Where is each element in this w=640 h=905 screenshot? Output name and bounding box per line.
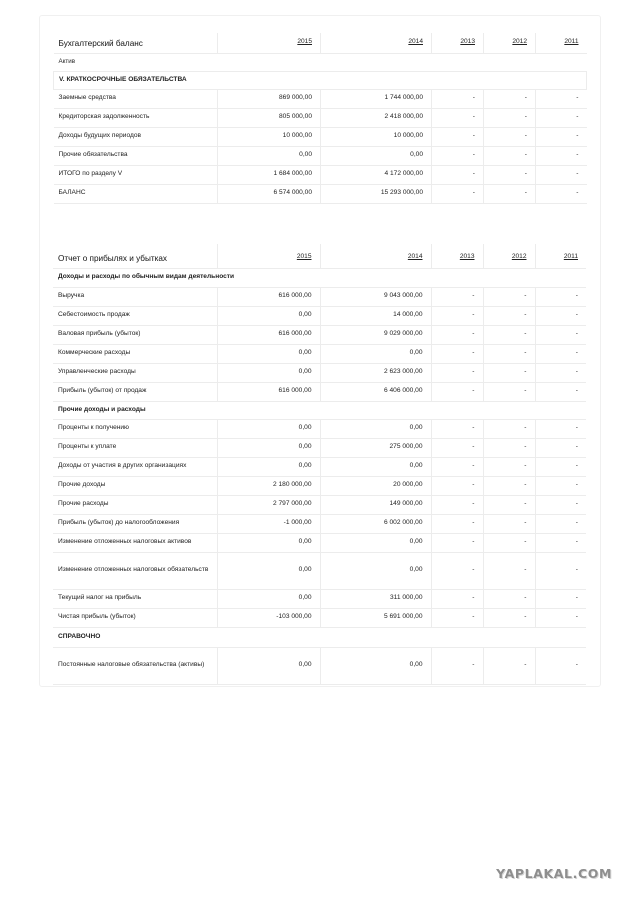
row-value-2014: 149 000,00 (320, 495, 431, 514)
row-value-2011: - (535, 552, 586, 589)
row-value-2011: - (535, 419, 586, 438)
year-header-2014: 2014 (320, 244, 431, 268)
table-row (54, 127, 587, 146)
row-value-2013: - (431, 382, 483, 401)
row-value-2014: 0,00 (320, 419, 431, 438)
row-value-2015: 0,00 (217, 589, 320, 608)
site-watermark: YAPLAKAL.COM (496, 866, 612, 881)
section-heading: V. КРАТКОСРОЧНЫЕ ОБЯЗАТЕЛЬСТВА (54, 71, 587, 89)
row-value-2015: 0,00 (217, 552, 320, 589)
row-value-2015: 869 000,00 (218, 89, 321, 108)
row-label: Выручка (53, 287, 217, 306)
table-row (53, 325, 586, 344)
table-row (54, 108, 587, 127)
row-value-2015: -103 000,00 (217, 608, 320, 627)
row-value-2011: - (535, 287, 586, 306)
row-label: Коммерческие расходы (53, 344, 217, 363)
row-value-2011: - (535, 476, 586, 495)
row-value-2013: - (431, 589, 483, 608)
row-value-2011: - (536, 146, 587, 165)
row-label: Кредиторская задолженность (54, 108, 218, 127)
row-value-2015: 805 000,00 (218, 108, 321, 127)
table-row (53, 514, 586, 533)
row-value-2011: - (535, 325, 586, 344)
row-value-2011: - (536, 108, 587, 127)
row-value-2015: 0,00 (217, 306, 320, 325)
table-row (53, 382, 586, 401)
subtitle-row (54, 53, 587, 71)
row-value-2011: - (535, 608, 586, 627)
row-label: Себестоимость продаж (53, 306, 217, 325)
row-value-2015: 0,00 (217, 344, 320, 363)
row-value-2014: 6 406 000,00 (320, 382, 431, 401)
year-header-2011: 2011 (536, 33, 587, 53)
table-row (54, 165, 587, 184)
row-label: ИТОГО по разделу V (54, 165, 218, 184)
row-value-2013: - (431, 363, 483, 382)
row-label: Прочие доходы (53, 476, 217, 495)
row-value-2012: - (483, 306, 535, 325)
table-row (53, 344, 586, 363)
row-value-2012: - (483, 533, 535, 552)
row-value-2011: - (535, 306, 586, 325)
row-value-2013: - (431, 419, 483, 438)
row-value-2013: - (431, 287, 483, 306)
report-title: Бухгалтерский баланс (54, 33, 218, 53)
row-value-2015: 0,00 (217, 363, 320, 382)
table-header-row (54, 33, 587, 53)
row-value-2014: 311 000,00 (320, 589, 431, 608)
year-header-2015: 2015 (217, 244, 320, 268)
row-value-2012: - (484, 184, 536, 203)
row-value-2013: - (432, 108, 484, 127)
row-value-2013: - (431, 647, 483, 684)
table-row (53, 438, 586, 457)
balance-sheet-table (53, 33, 587, 204)
row-value-2012: - (483, 647, 535, 684)
row-value-2013: - (431, 495, 483, 514)
row-label: Прочие обязательства (54, 146, 218, 165)
row-label: Доходы будущих периодов (54, 127, 218, 146)
row-label: Прочие расходы (53, 495, 217, 514)
row-value-2012: - (483, 552, 535, 589)
row-value-2014: 5 691 000,00 (320, 608, 431, 627)
row-value-2014: 6 002 000,00 (320, 514, 431, 533)
row-value-2011: - (536, 165, 587, 184)
row-value-2012: - (484, 108, 536, 127)
row-value-2011: - (535, 533, 586, 552)
row-value-2014: 0,00 (320, 647, 431, 684)
row-label: Прибыль (убыток) до налогообложения (53, 514, 217, 533)
row-value-2015: 1 684 000,00 (218, 165, 321, 184)
row-value-2015: 2 180 000,00 (217, 476, 320, 495)
row-value-2012: - (483, 363, 535, 382)
row-value-2015: 2 797 000,00 (217, 495, 320, 514)
row-value-2012: - (483, 325, 535, 344)
row-value-2015: 616 000,00 (217, 382, 320, 401)
table-row (54, 146, 587, 165)
row-label: БАЛАНС (54, 184, 218, 203)
table-row (53, 476, 586, 495)
row-value-2011: - (535, 495, 586, 514)
row-value-2012: - (484, 165, 536, 184)
table-row (53, 647, 586, 684)
row-label: Доходы от участия в других организациях (53, 457, 217, 476)
row-value-2012: - (484, 127, 536, 146)
profit-loss-table (53, 244, 586, 685)
row-value-2011: - (535, 589, 586, 608)
row-label: Управленческие расходы (53, 363, 217, 382)
section-heading: СПРАВОЧНО (53, 627, 586, 647)
row-value-2012: - (483, 287, 535, 306)
row-value-2012: - (484, 146, 536, 165)
table-row (53, 306, 586, 325)
row-value-2013: - (432, 146, 484, 165)
table-header-row (53, 244, 586, 268)
table-row (53, 608, 586, 627)
row-value-2013: - (432, 127, 484, 146)
row-value-2013: - (432, 165, 484, 184)
row-value-2011: - (535, 457, 586, 476)
year-header-2012: 2012 (483, 244, 535, 268)
row-value-2014: 20 000,00 (320, 476, 431, 495)
row-value-2014: 9 029 000,00 (320, 325, 431, 344)
row-value-2014: 14 000,00 (320, 306, 431, 325)
table-row (53, 457, 586, 476)
row-value-2011: - (535, 382, 586, 401)
row-value-2015: 0,00 (217, 438, 320, 457)
row-value-2012: - (483, 419, 535, 438)
row-value-2011: - (535, 344, 586, 363)
row-value-2015: 0,00 (218, 146, 321, 165)
row-value-2015: 6 574 000,00 (218, 184, 321, 203)
table-row (53, 533, 586, 552)
row-value-2013: - (431, 476, 483, 495)
row-value-2015: 0,00 (217, 647, 320, 684)
subtitle: Актив (54, 53, 587, 71)
row-value-2012: - (483, 514, 535, 533)
row-value-2013: - (431, 514, 483, 533)
table-row (53, 495, 586, 514)
table-row (53, 363, 586, 382)
section-row (54, 71, 587, 89)
row-value-2014: 0,00 (321, 146, 432, 165)
row-value-2015: 616 000,00 (217, 325, 320, 344)
row-value-2011: - (536, 89, 587, 108)
row-label: Прибыль (убыток) от продаж (53, 382, 217, 401)
year-header-2011: 2011 (535, 244, 586, 268)
row-value-2012: - (483, 495, 535, 514)
row-value-2013: - (431, 457, 483, 476)
report-title: Отчет о прибылях и убытках (53, 244, 217, 268)
row-value-2013: - (431, 438, 483, 457)
row-label: Заемные средства (54, 89, 218, 108)
row-value-2014: 4 172 000,00 (321, 165, 432, 184)
year-header-2015: 2015 (218, 33, 321, 53)
row-value-2013: - (432, 184, 484, 203)
row-value-2011: - (535, 438, 586, 457)
row-value-2015: 10 000,00 (218, 127, 321, 146)
row-value-2011: - (535, 363, 586, 382)
row-value-2012: - (483, 589, 535, 608)
table-row (54, 184, 587, 203)
row-value-2013: - (432, 89, 484, 108)
table-row (54, 89, 587, 108)
table-row (53, 589, 586, 608)
row-value-2015: 0,00 (217, 457, 320, 476)
row-value-2015: 0,00 (217, 419, 320, 438)
row-value-2013: - (431, 552, 483, 589)
row-value-2012: - (483, 457, 535, 476)
table-row (53, 552, 586, 589)
section-row (53, 627, 586, 647)
row-label: Проценты к получению (53, 419, 217, 438)
row-value-2013: - (431, 325, 483, 344)
row-value-2014: 275 000,00 (320, 438, 431, 457)
year-header-2013: 2013 (432, 33, 484, 53)
year-header-2013: 2013 (431, 244, 483, 268)
row-value-2015: -1 000,00 (217, 514, 320, 533)
table-row (53, 419, 586, 438)
row-value-2011: - (535, 514, 586, 533)
row-value-2014: 2 418 000,00 (321, 108, 432, 127)
row-label: Постоянные налоговые обязательства (активы) (53, 647, 217, 684)
section-row (53, 401, 586, 419)
row-value-2013: - (431, 533, 483, 552)
row-value-2015: 616 000,00 (217, 287, 320, 306)
row-value-2014: 1 744 000,00 (321, 89, 432, 108)
row-value-2011: - (535, 647, 586, 684)
row-value-2012: - (484, 89, 536, 108)
row-label: Чистая прибыль (убыток) (53, 608, 217, 627)
row-value-2014: 0,00 (320, 457, 431, 476)
row-value-2012: - (483, 344, 535, 363)
row-value-2013: - (431, 306, 483, 325)
row-value-2014: 0,00 (320, 552, 431, 589)
row-value-2014: 15 293 000,00 (321, 184, 432, 203)
row-value-2014: 10 000,00 (321, 127, 432, 146)
row-label: Текущий налог на прибыль (53, 589, 217, 608)
section-heading: Доходы и расходы по обычным видам деятельности (53, 268, 586, 287)
row-value-2012: - (483, 608, 535, 627)
row-value-2014: 2 623 000,00 (320, 363, 431, 382)
row-value-2013: - (431, 344, 483, 363)
row-value-2014: 9 043 000,00 (320, 287, 431, 306)
row-label: Изменение отложенных налоговых обязательств (53, 552, 217, 589)
row-value-2012: - (483, 476, 535, 495)
row-value-2015: 0,00 (217, 533, 320, 552)
row-value-2012: - (483, 438, 535, 457)
year-header-2012: 2012 (484, 33, 536, 53)
row-label: Проценты к уплате (53, 438, 217, 457)
row-value-2012: - (483, 382, 535, 401)
row-value-2014: 0,00 (320, 533, 431, 552)
row-value-2011: - (536, 127, 587, 146)
row-value-2013: - (431, 608, 483, 627)
row-label: Валовая прибыль (убыток) (53, 325, 217, 344)
section-heading: Прочие доходы и расходы (53, 401, 586, 419)
table-row (53, 287, 586, 306)
year-header-2014: 2014 (321, 33, 432, 53)
section-row (53, 268, 586, 287)
row-value-2014: 0,00 (320, 344, 431, 363)
row-label: Изменение отложенных налоговых активов (53, 533, 217, 552)
row-value-2011: - (536, 184, 587, 203)
